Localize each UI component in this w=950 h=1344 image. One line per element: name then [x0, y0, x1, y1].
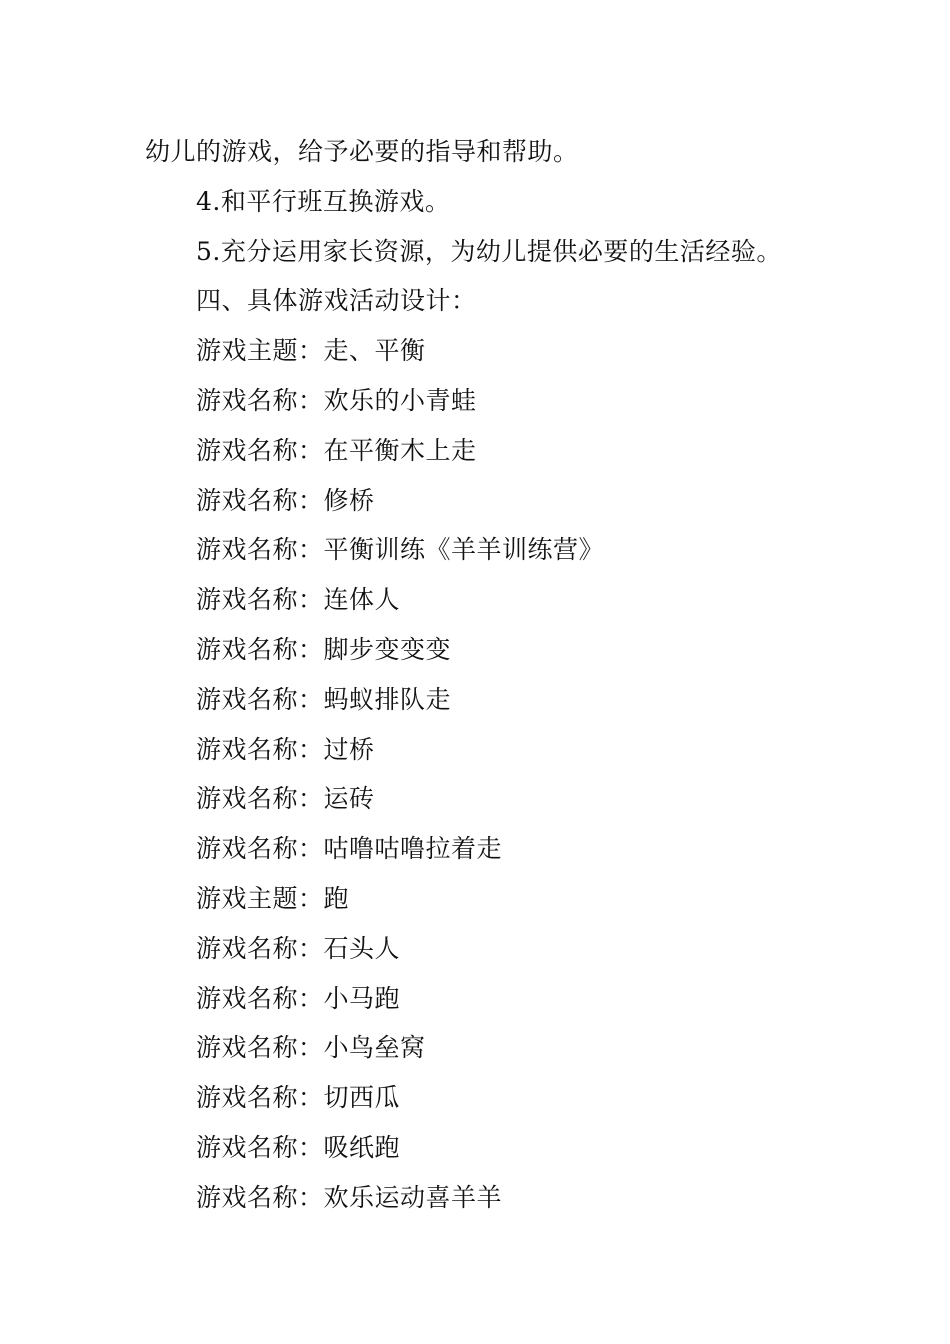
paragraph-line: 5.充分运用家长资源，为幼儿提供必要的生活经验。: [196, 236, 782, 266]
paragraph-line: 游戏名称：切西瓜: [196, 1083, 401, 1113]
paragraph-line: 幼儿的游戏，给予必要的指导和帮助。: [145, 137, 579, 166]
paragraph-line: 游戏名称：修桥: [196, 485, 375, 515]
paragraph-line: 游戏名称：欢乐的小青蛙: [196, 385, 477, 415]
paragraph-line: 游戏名称：咕噜咕噜拉着走: [196, 834, 503, 864]
paragraph-line: 游戏名称：平衡训练《羊羊训练营》: [196, 535, 605, 565]
paragraph-line: 游戏主题：走、平衡: [196, 336, 426, 366]
paragraph-line: 游戏名称：蚂蚁排队走: [196, 684, 452, 714]
paragraph-line: 游戏名称：脚步变变变: [196, 634, 452, 664]
paragraph-line: 4.和平行班互换游戏。: [196, 186, 451, 216]
paragraph-line: 游戏名称：连体人: [196, 585, 401, 615]
paragraph-line: 游戏主题：跑: [196, 883, 350, 913]
paragraph-line: 游戏名称：吸纸跑: [196, 1132, 401, 1162]
paragraph-line: 游戏名称：欢乐运动喜羊羊: [196, 1182, 503, 1212]
paragraph-line: 游戏名称：运砖: [196, 784, 375, 814]
paragraph-line: 游戏名称：小马跑: [196, 983, 401, 1013]
paragraph-line: 游戏名称：在平衡木上走: [196, 435, 477, 465]
paragraph-line: 游戏名称：过桥: [196, 734, 375, 764]
paragraph-line: 游戏名称：小鸟垒窝: [196, 1033, 426, 1063]
paragraph-line: 游戏名称：石头人: [196, 933, 401, 963]
paragraph-line: 四、具体游戏活动设计：: [196, 286, 477, 316]
document-body: [145, 127, 845, 1223]
